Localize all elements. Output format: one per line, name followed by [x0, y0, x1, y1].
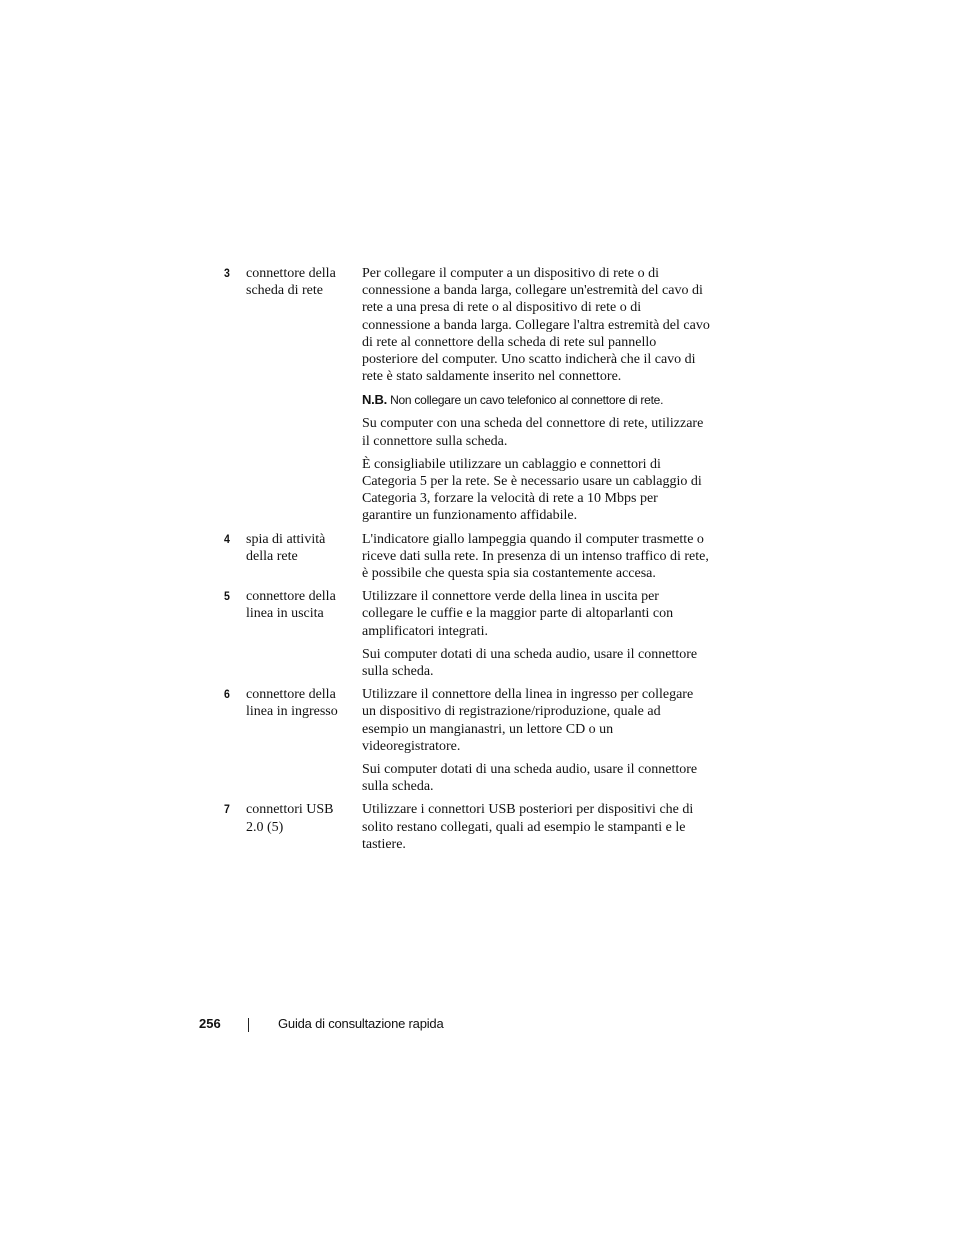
note-text: Non collegare un cavo telefonico al connettore di rete. [387, 393, 664, 408]
row-description [362, 588, 710, 680]
footer-separator [248, 1018, 249, 1032]
description-paragraph: Sui computer dotati di una scheda audio, usare il connettore sulla scheda. [362, 646, 698, 680]
footer-title: Guida di consultazione rapida [278, 1016, 444, 1031]
table-row-3 [0, 265, 954, 525]
page-number: 256 [199, 1016, 221, 1031]
row-label: connettore della linea in ingresso [246, 687, 338, 720]
description-paragraph: È consigliabile utilizzare un cablaggio e connettori di Categoria 5 per la rete. Se è necessario usare un cablaggio di Categoria 3, forzare la velocità di rete a 10 Mbps per garantire un funzionamento affidabile. [362, 456, 702, 524]
row-label: connettori USB 2.0 (5) [246, 802, 334, 835]
description-paragraph: L'indicatore giallo lampeggia quando il computer trasmette o riceve dati sulla rete. In presenza di un intenso traffico di rete, è possibile che questa spia sia costantemente accesa. [362, 531, 709, 582]
row-description [362, 265, 710, 525]
row-number: 7 [224, 802, 230, 817]
description-paragraph: Utilizzare i connettori USB posteriori per dispositivi che di solito restano collegati, quali ad esempio le stampanti e le tastiere. [362, 802, 694, 852]
row-number: 3 [224, 266, 230, 280]
row-number: 6 [224, 687, 230, 702]
description-paragraph: Su computer con una scheda del connettore di rete, utilizzare il connettore sulla scheda. [362, 416, 704, 449]
description-paragraph: Per collegare il computer a un dispositivo di rete o di connessione a banda larga, collegare un'estremità del cavo di rete a una presa di rete o al dispositivo di rete o di connessione a banda larga. Collegare l'altra estremità del cavo di rete al connettore della scheda di rete sul pannello posteriore del computer. Uno scatto indicherà che il cavo di rete è stato saldamente inserito nel connettore. [362, 266, 710, 385]
row-label: connettore della scheda di rete [246, 266, 336, 299]
table-row-4 [0, 531, 954, 583]
description-paragraph: Utilizzare il connettore della linea in ingresso per collegare un dispositivo di registrazione/riproduzione, quale ad esempio un mangianastri, un lettore CD o un videoregistratore. [362, 687, 694, 754]
row-number: 4 [224, 531, 230, 546]
row-description [362, 531, 710, 583]
row-label: spia di attività della rete [246, 531, 326, 564]
row-number: 5 [224, 589, 230, 604]
description-paragraph: Sui computer dotati di una scheda audio, usare il connettore sulla scheda. [362, 762, 698, 795]
page-footer [0, 1016, 954, 1036]
row-description [362, 801, 710, 853]
row-description [362, 686, 710, 795]
note [362, 391, 710, 409]
description-paragraph: Utilizzare il connettore verde della linea in uscita per collegare le cuffie e la maggior parte di altoparlanti con amplificatori integrati. [362, 589, 674, 639]
note-prefix: N.B. [362, 392, 387, 408]
connector-table [0, 265, 954, 859]
table-row-7 [0, 801, 954, 853]
table-row-5 [0, 588, 954, 680]
row-label: connettore della linea in uscita [246, 589, 336, 622]
table-row-6 [0, 686, 954, 795]
